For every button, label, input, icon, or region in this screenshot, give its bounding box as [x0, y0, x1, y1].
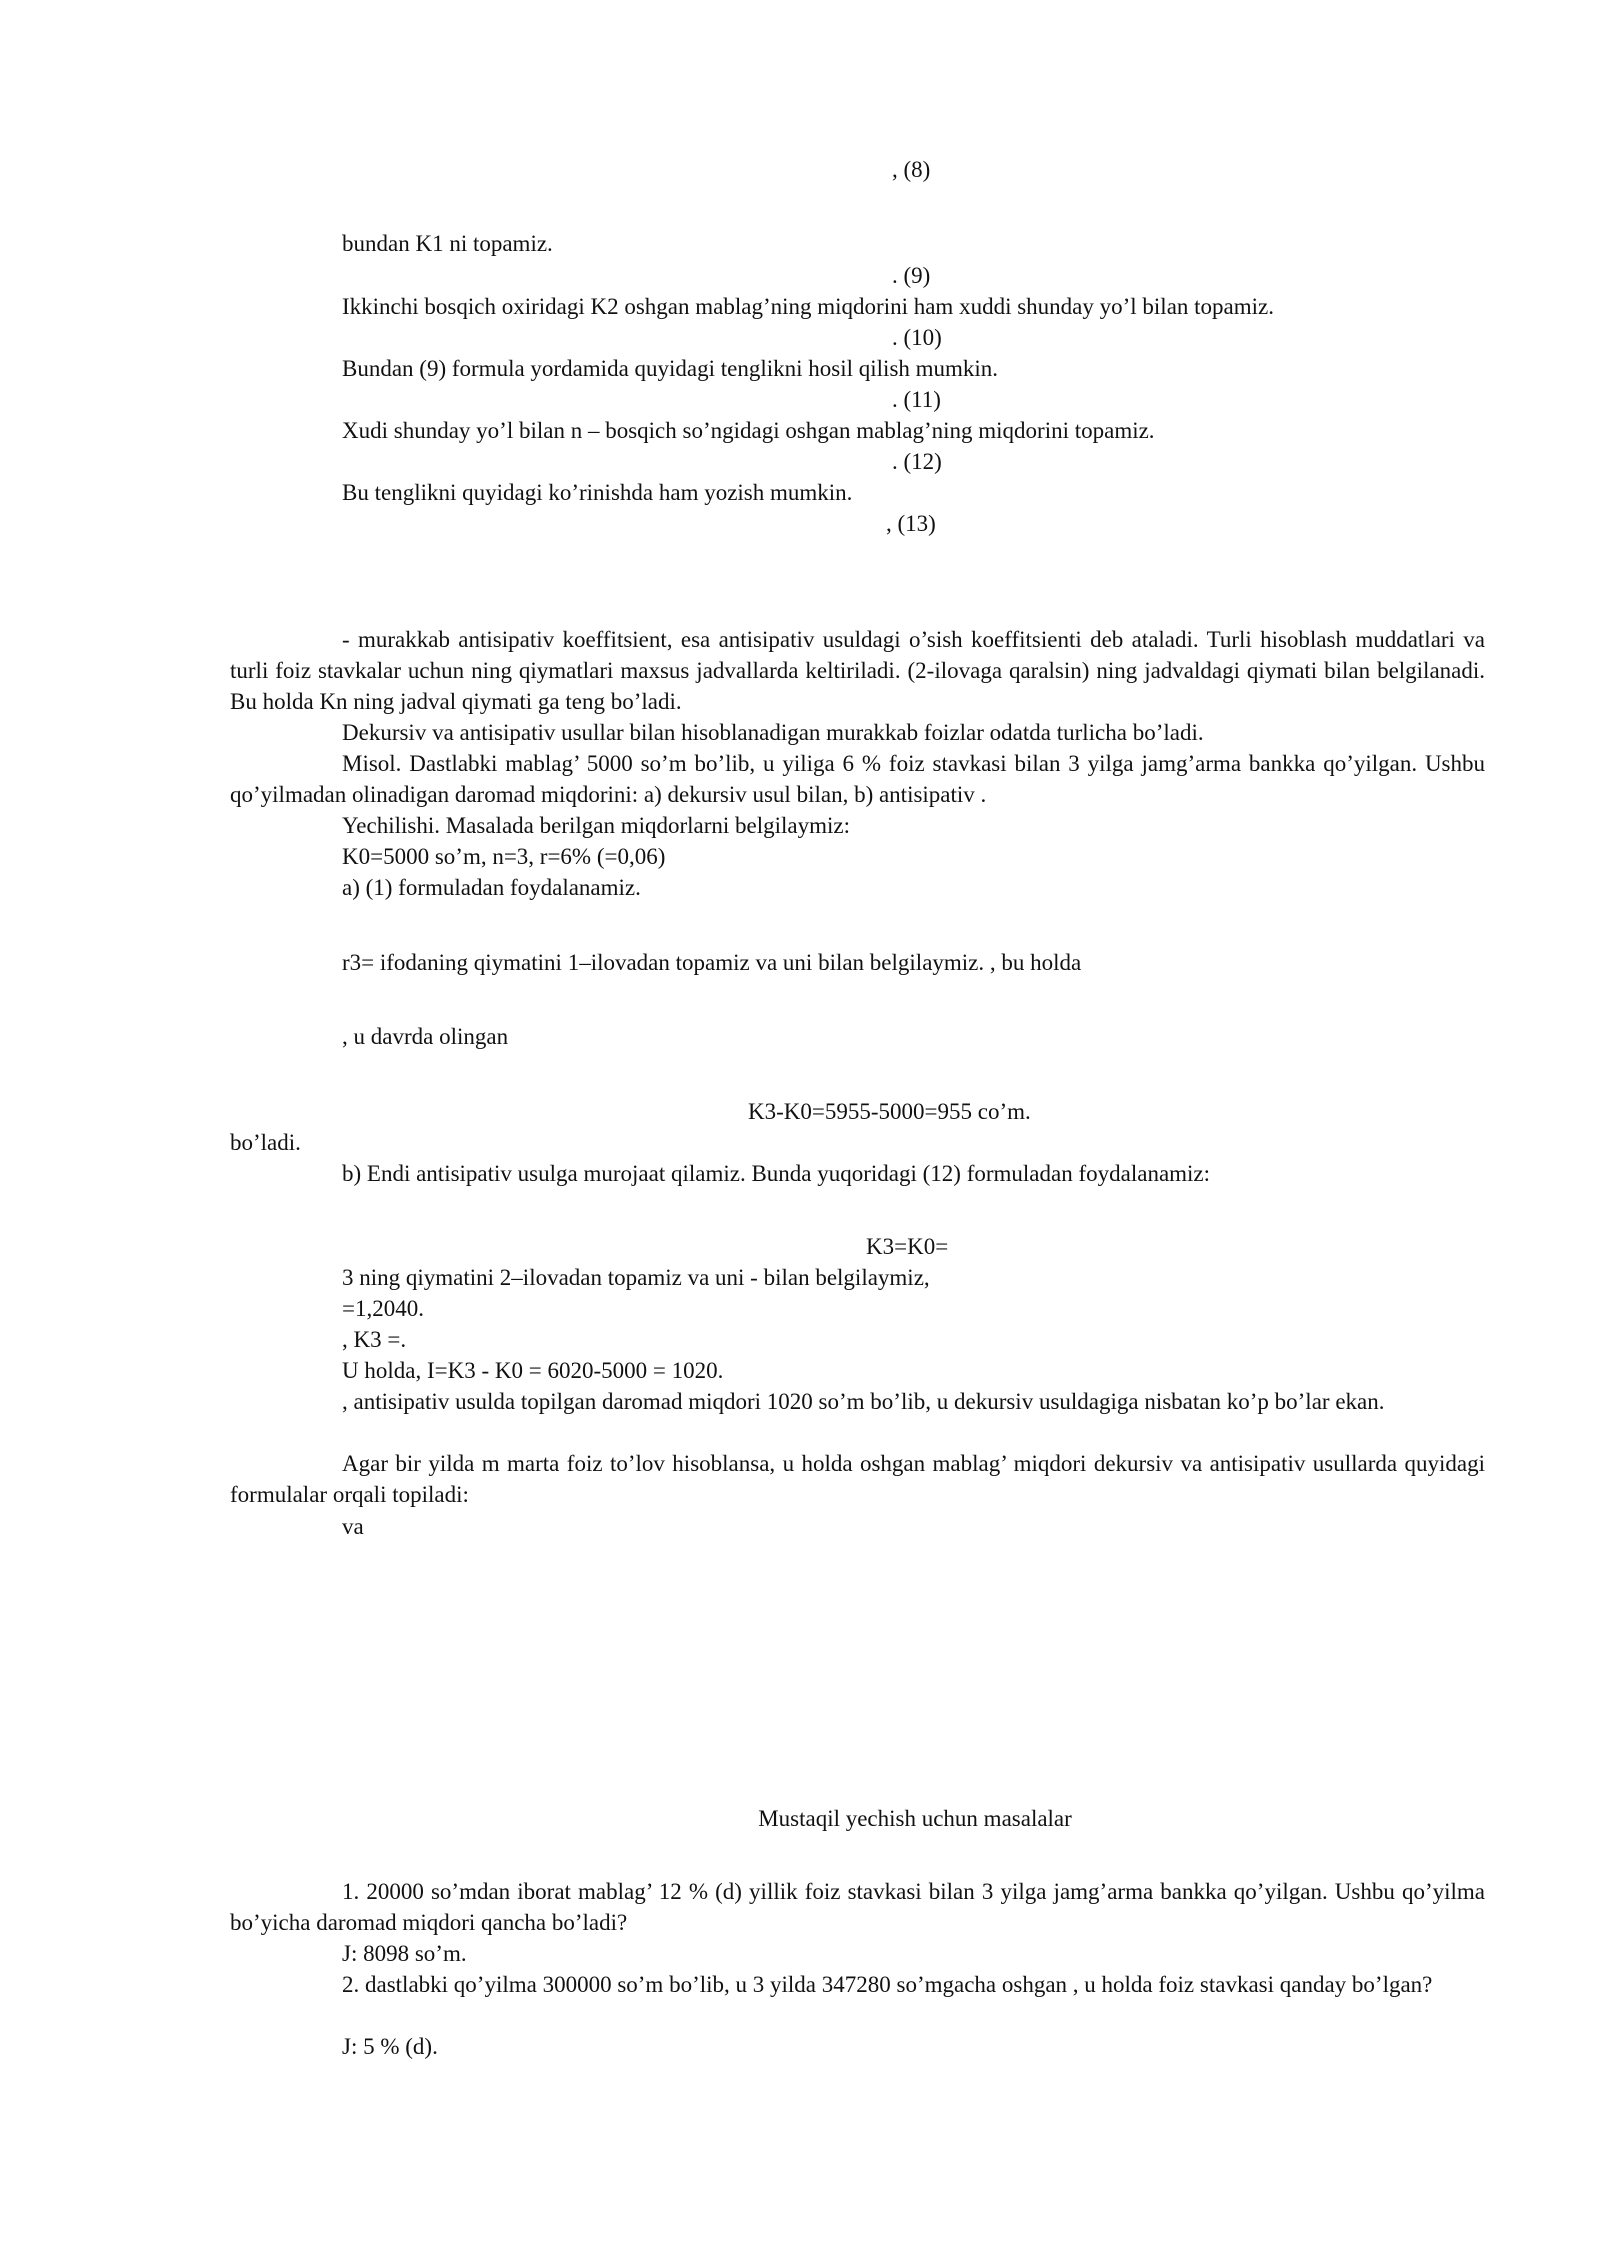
text-line: bundan K1 ni topamiz. — [342, 231, 553, 256]
equation-number-12: . (12) — [892, 449, 942, 474]
equation-number-8: , (8) — [892, 157, 931, 182]
centered-formula: K3-K0=5955-5000=955 co’m. — [748, 1099, 1031, 1124]
text-line: Ikkinchi bosqich oxiridagi K2 oshgan mablag’ning miqdorini ham xuddi shunday yo’l bilan topamiz. — [342, 294, 1274, 319]
text-line: K0=5000 so’m, n=3, r=6% (=0,06) — [342, 844, 666, 869]
text-line: r3= ifodaning qiymatini 1–ilovadan topamiz va uni bilan belgilaymiz. , bu holda — [342, 950, 1082, 975]
centered-formula: K3=K0= — [866, 1234, 949, 1259]
section-title: Mustaqil yechish uchun masalalar — [758, 1806, 1072, 1831]
text-line: Bu tenglikni quyidagi ko’rinishda ham yozish mumkin. — [342, 480, 853, 505]
text-line: Xudi shunday yo’l bilan n – bosqich so’ngidagi oshgan mablag’ning miqdorini topamiz. — [342, 418, 1155, 443]
paragraph: - murakkab antisipativ koeffitsient, esa antisipativ usuldagi o’sish koeffitsienti deb ataladi. Turli hisoblash muddatlari va turli foiz stavkalar uchun ning qiymatlari maxsus jadvallarda keltiriladi. (2-ilovaga qaralsin) ning jadvaldagi qiymati bilan belgilanadi. Bu holda Kn ning jadval qiymati ga teng bo’ladi. — [230, 627, 1485, 714]
text-line: , K3 =. — [342, 1327, 407, 1352]
text-line: Bundan (9) formula yordamida quyidagi tenglikni hosil qilish mumkin. — [342, 356, 999, 381]
paragraph: Agar bir yilda m marta foiz to’lov hisoblansa, u holda oshgan mablag’ miqdori dekursiv va antisipativ usullarda quyidagi formulalar orqali topiladi: — [230, 1451, 1485, 1507]
text-line: bo’ladi. — [230, 1130, 301, 1155]
exercise-answer: J: 5 % (d). — [342, 2034, 438, 2059]
equation-number-9: . (9) — [892, 263, 931, 288]
text-line: U holda, I=K3 - K0 = 6020-5000 = 1020. — [342, 1358, 724, 1383]
text-line: b) Endi antisipativ usulga murojaat qilamiz. Bunda yuqoridagi (12) formuladan foydalanamiz: — [342, 1161, 1211, 1186]
equation-number-13: , (13) — [886, 511, 936, 536]
text-line: =1,2040. — [342, 1296, 424, 1321]
paragraph: , antisipativ usulda topilgan daromad miqdori 1020 so’m bo’lib, u dekursiv usuldagiga nisbatan ko’p bo’lar ekan. — [342, 1389, 1385, 1414]
exercise-answer: J: 8098 so’m. — [342, 1941, 467, 1966]
exercise-question: 2. dastlabki qo’yilma 300000 so’m bo’lib, u 3 yilda 347280 so’mgacha oshgan , u holda foiz stavkasi qanday bo’lgan? — [342, 1972, 1433, 1997]
text-line: , u davrda olingan — [342, 1024, 509, 1049]
paragraph: Misol. Dastlabki mablag’ 5000 so’m bo’lib, u yiliga 6 % foiz stavkasi bilan 3 yilga jamg’arma bankka qo’yilgan. Ushbu qo’yilmadan olinadigan daromad miqdorini: a) dekursiv usul bilan, b) antisipativ . — [230, 751, 1485, 807]
text-line: va — [342, 1514, 364, 1539]
text-line: a) (1) formuladan foydalanamiz. — [342, 875, 641, 900]
text-line: 3 ning qiymatini 2–ilovadan topamiz va uni - bilan belgilaymiz, — [342, 1265, 930, 1290]
equation-number-10: . (10) — [892, 325, 942, 350]
text-line: Dekursiv va antisipativ usullar bilan hisoblanadigan murakkab foizlar odatda turlicha bo’ladi. — [342, 720, 1204, 745]
equation-number-11: . (11) — [892, 387, 941, 412]
text-line: Yechilishi. Masalada berilgan miqdorlarni belgilaymiz: — [342, 813, 851, 838]
exercise-question: 1. 20000 so’mdan iborat mablag’ 12 % (d) yillik foiz stavkasi bilan 3 yilga jamg’arma bankka qo’yilgan. Ushbu qo’yilma bo’yicha daromad miqdori qancha bo’ladi? — [230, 1879, 1485, 1935]
